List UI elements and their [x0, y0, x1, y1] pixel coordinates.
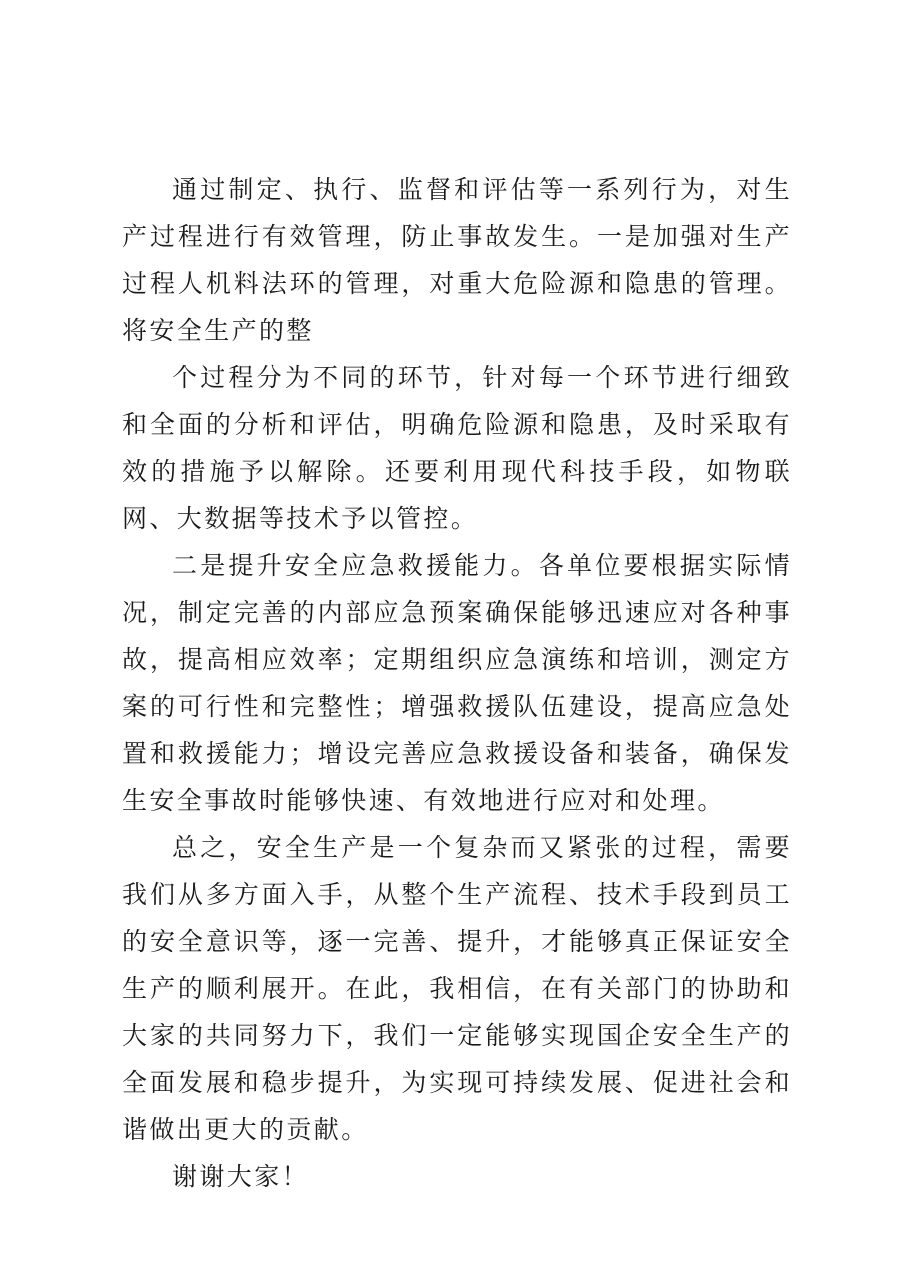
paragraph-2: 个过程分为不同的环节，针对每一个环节进行细致和全面的分析和评估，明确危险源和隐患，及时采取有效的措施予以解除。还要利用现代科技手段，如物联网、大数据等技术予以管控。 [122, 363, 792, 533]
paragraph-4: 总之，安全生产是一个复杂而又紧张的过程，需要我们从多方面入手，从整个生产流程、技术手段到员工的安全意识等，逐一完善、提升，才能够真正保证安全生产的顺利展开。在此，我相信，在有关部门的协助和大家的共同努力下，我们一定能够实现国企安全生产的全面发展和稳步提升，为实现可持续发展、促进社会和谐做出更大的贡献。 [122, 833, 792, 1144]
closing-line: 谢谢大家！ [172, 1162, 310, 1191]
paragraph-1: 通过制定、执行、监督和评估等一系列行为，对生产过程进行有效管理，防止事故发生。一是加强对生产过程人机料法环的管理，对重大危险源和隐患的管理。将安全生产的整 [122, 175, 792, 345]
paragraph-3: 二是提升安全应急救援能力。各单位要根据实际情况，制定完善的内部应急预案确保能够迅速应对各种事故，提高相应效率；定期组织应急演练和培训，测定方案的可行性和完整性；增强救援队伍建设，提高应急处置和救援能力；增设完善应急救援设备和装备，确保发生安全事故时能够快速、有效地进行应对和处理。 [122, 551, 792, 815]
document-body [122, 166, 792, 1200]
